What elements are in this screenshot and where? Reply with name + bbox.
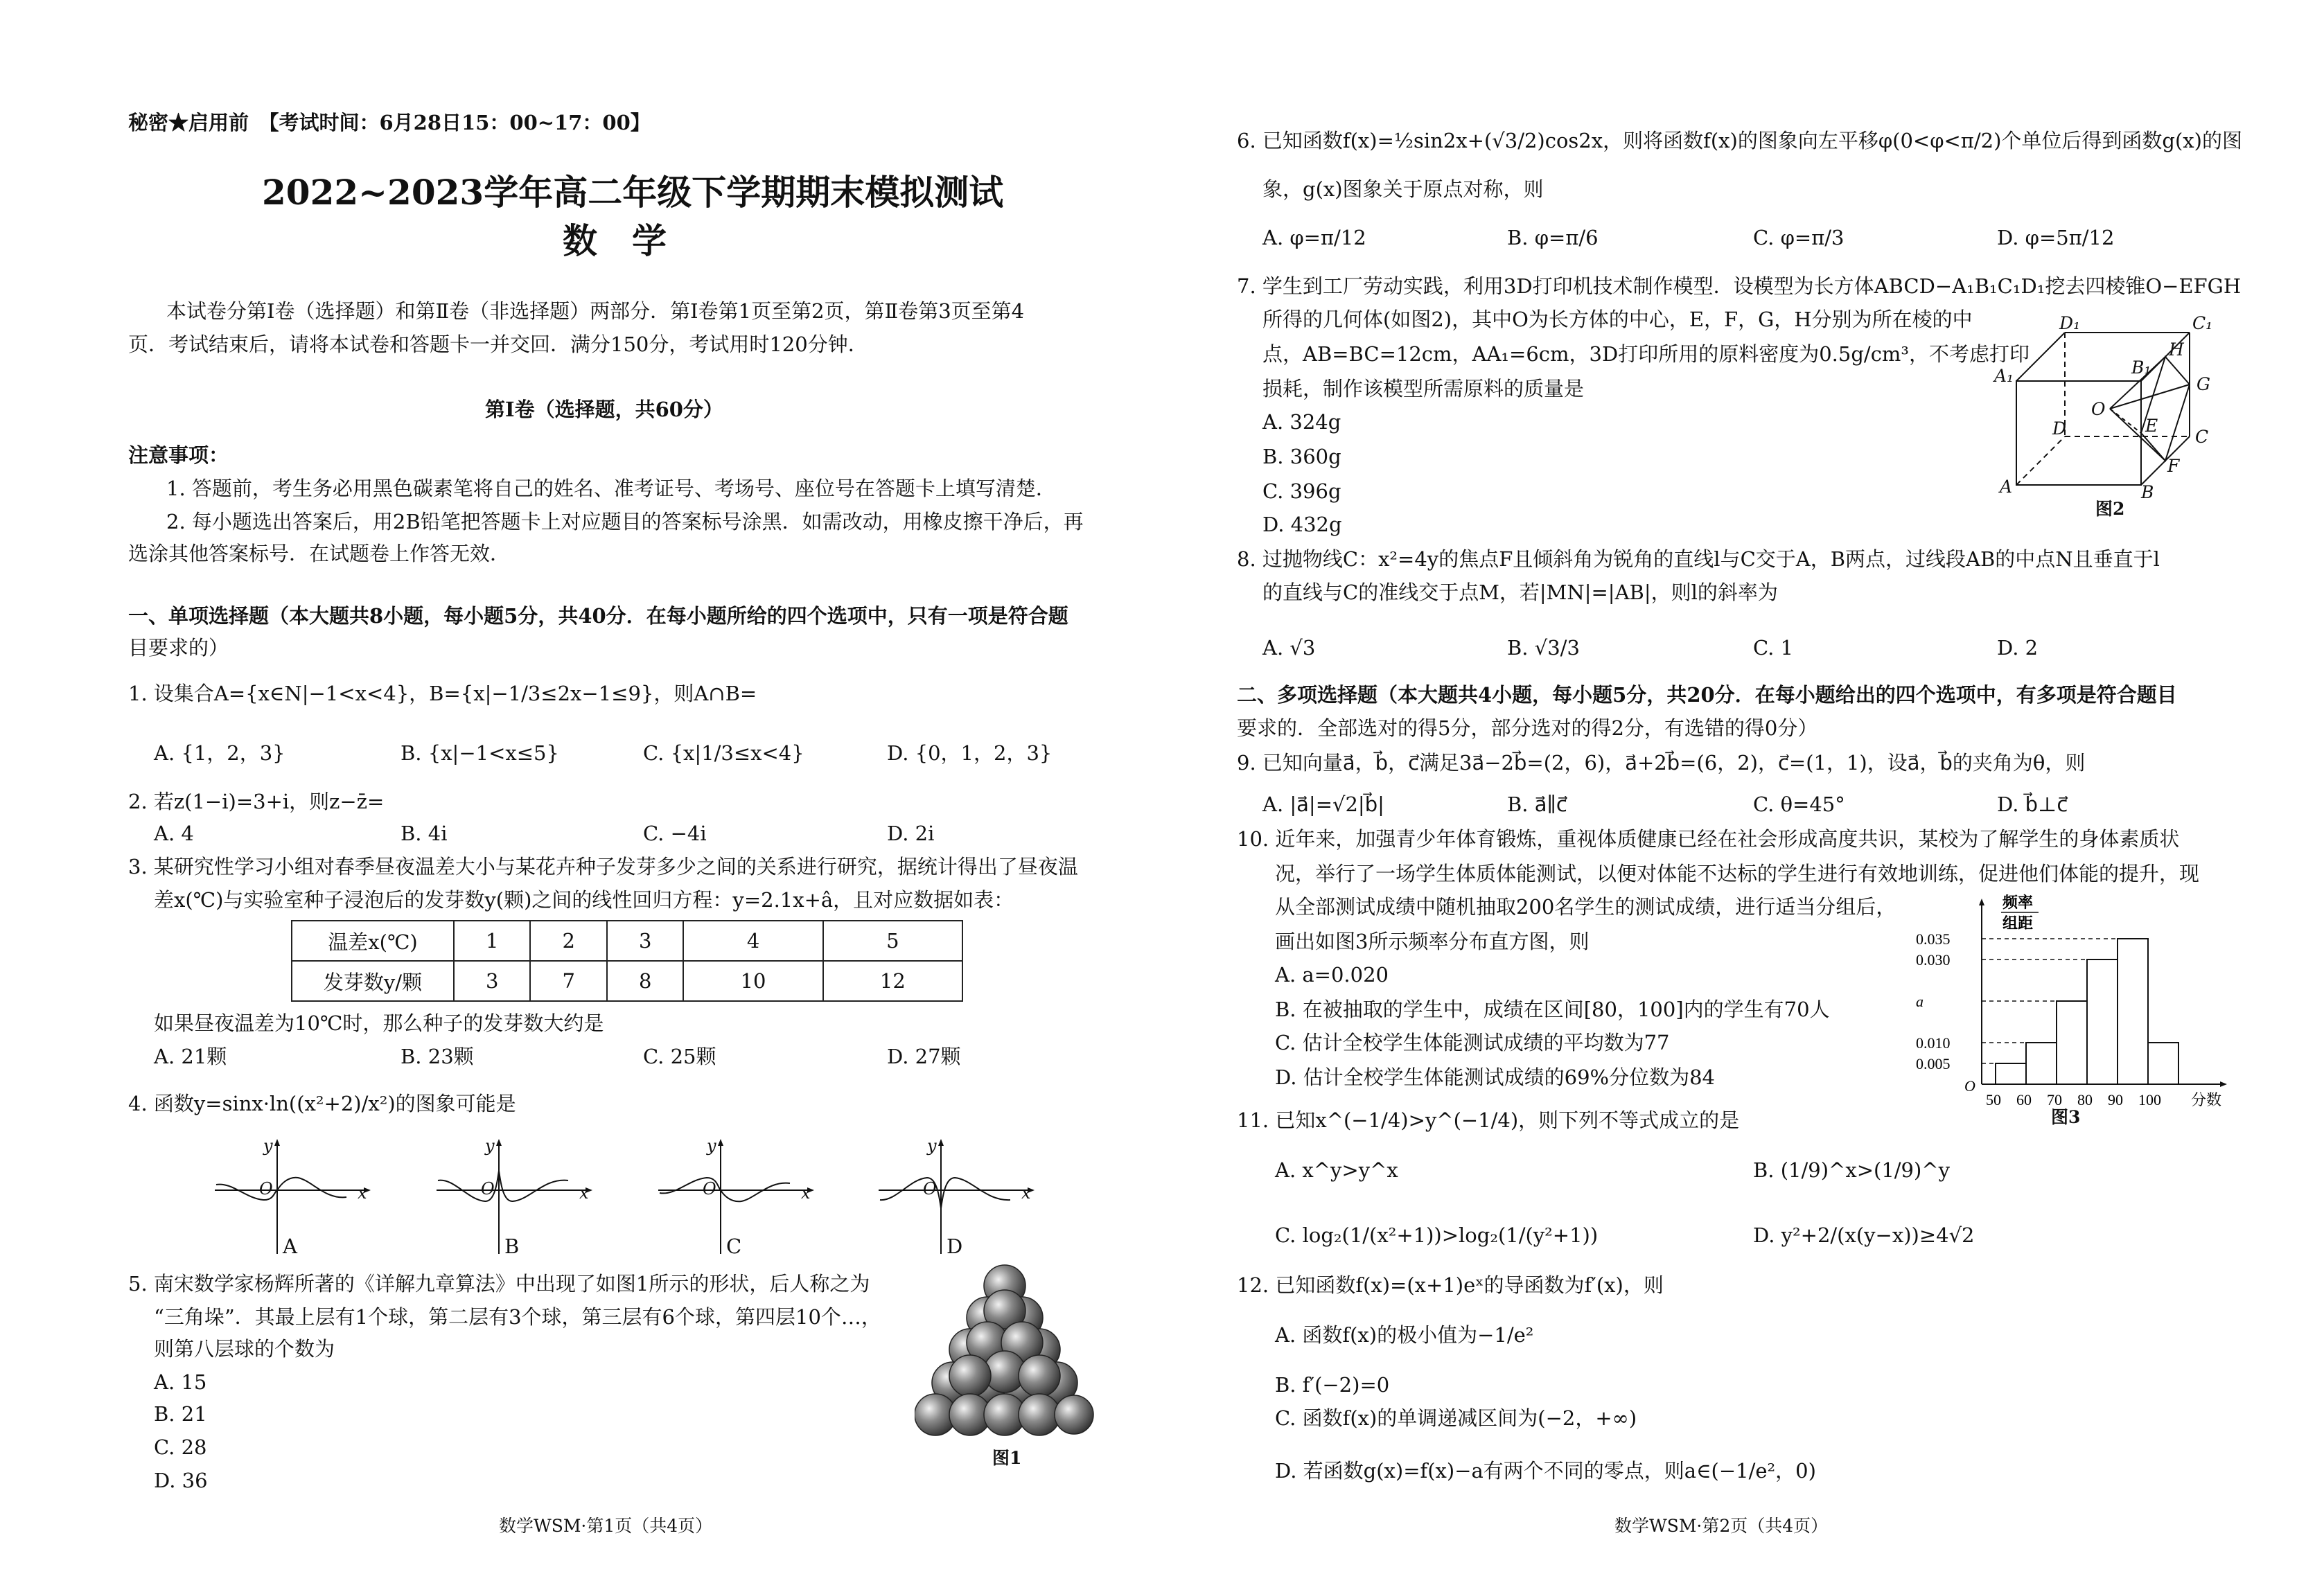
figure-2-caption: 图2 [2095, 499, 2125, 519]
fig2-label-b: B [2141, 482, 2154, 502]
subject-title: 数 学 [563, 220, 667, 261]
question-3a: 3. 某研究性学习小组对春季昼夜温差大小与某花卉种子发芽多少之间的关系进行研究，据统计得出了昼夜温 [128, 855, 1078, 878]
footer-right: 数学WSM·第2页（共4页） [1614, 1516, 1829, 1536]
q4a-x: x [358, 1183, 367, 1203]
question-2: 2. 若z(1−i)=3+i，则z−z̄= [128, 790, 385, 813]
question-3c: 如果昼夜温差为10℃时，那么种子的发芽数大约是 [154, 1011, 604, 1035]
q10-option-c: C. 估计全校学生体能测试成绩的平均数为77 [1275, 1031, 1670, 1054]
q11-option-b: B. (1/9)^x>(1/9)^y [1753, 1158, 1950, 1182]
q9-option-c: C. θ=45° [1753, 793, 1845, 816]
y-axis-arrow [1979, 899, 1984, 905]
q7-option-d: D. 432g [1262, 513, 1342, 536]
figure-3-caption: 图3 [2051, 1107, 2081, 1127]
q12-option-a: A. 函数f(x)的极小值为−1/e² [1275, 1323, 1534, 1347]
q5-option-a: A. 15 [154, 1370, 207, 1394]
figure-1-balls [915, 1261, 1095, 1448]
q4-label-a: A [283, 1235, 297, 1258]
fig2-label-c1: C₁ [2192, 313, 2213, 333]
q1-option-c: C. {x|1/3≤x<4} [643, 741, 804, 765]
fig2-label-b1: B₁ [2131, 357, 2151, 378]
table-cell: 12 [823, 961, 962, 1001]
q6-option-c: C. φ=π/3 [1753, 226, 1845, 249]
q11-option-d: D. y²+2/(x(y−x))≥4√2 [1753, 1223, 1975, 1247]
question-10b: 况，举行了一场学生体质体能测试，以便对体能不达标的学生进行有效地训练，促进他们体能的提升，现 [1275, 862, 2200, 885]
q9-option-d: D. b⃗⊥c⃗ [1997, 793, 2068, 816]
x-tick-label: 80 [2077, 1091, 2093, 1108]
fig2-label-d1: D₁ [2059, 313, 2081, 333]
fig2-label-e: E [2145, 416, 2158, 436]
q11-option-a: A. x^y>y^x [1275, 1158, 1398, 1182]
question-4: 4. 函数y=sinx·ln((x²+2)/x²)的图象可能是 [128, 1092, 516, 1115]
x-tick-label: 60 [2016, 1091, 2032, 1108]
table-row [292, 921, 962, 961]
table-cell: 4 [683, 921, 822, 961]
q3-option-a: A. 21颗 [154, 1045, 227, 1068]
x-tick-label: 90 [2108, 1091, 2123, 1108]
q4c-o: O [703, 1179, 716, 1199]
table-cell: 3 [607, 921, 683, 961]
table-cell: 温差x(℃) [292, 921, 454, 961]
question-8a: 8. 过抛物线C：x²=4y的焦点F且倾斜角为锐角的直线l与C交于A，B两点，过线段AB的中点N且垂直于l [1237, 547, 2160, 571]
q2-option-c: C. −4i [643, 822, 707, 845]
q4c-y: y [707, 1136, 716, 1156]
q10-option-b: B. 在被抽取的学生中，成绩在区间[80，100]内的学生有70人 [1275, 998, 1830, 1021]
q4b-x: x [579, 1183, 589, 1203]
q4d-x: x [1021, 1183, 1031, 1203]
secret-line: 秘密★启用前 【考试时间：6月28日15：00~17：00】 [128, 111, 651, 134]
question-5b: “三角垛”．其最上层有1个球，第二层有3个球，第三层有6个球，第四层10个…， [154, 1305, 881, 1329]
question-10d: 画出如图3所示频率分布直方图，则 [1275, 930, 1590, 953]
x-axis-label: 分数 [2191, 1092, 2222, 1109]
q12-option-c: C. 函数f(x)的单调递减区间为(−2，+∞) [1275, 1406, 1637, 1430]
section2-heading-b: 要求的．全部选对的得5分，部分选对的得2分，有选错的得0分） [1237, 716, 1818, 740]
fig2-label-a: A [2000, 477, 2013, 497]
question-6b: 象，g(x)图象关于原点对称，则 [1262, 177, 1544, 201]
q4-label-c: C [726, 1235, 742, 1258]
question-7d: 损耗，制作该模型所需原料的质量是 [1262, 377, 1585, 400]
q6-option-a: A. φ=π/12 [1262, 226, 1366, 249]
histogram-bar [2057, 1001, 2087, 1084]
table-cell: 10 [683, 961, 822, 1001]
x-axis-arrow [2220, 1081, 2227, 1087]
q2-option-b: B. 4i [400, 822, 448, 845]
y-tick-label: 0.035 [1916, 930, 1951, 948]
q6-option-d: D. φ=5π/12 [1997, 226, 2115, 249]
question-3b: 差x(℃)与实验室种子浸泡后的发芽数y(颗)之间的线性回归方程：y=2.1x+â，且对应数据如表： [154, 888, 1014, 912]
question-7b: 所得的几何体(如图2)，其中O为长方体的中心，E，F，G，H分别为所在棱的中 [1262, 308, 1973, 331]
part1-heading: 第Ⅰ卷（选择题，共60分） [485, 398, 723, 421]
q4d-o: O [923, 1179, 937, 1199]
q8-option-d: D. 2 [1997, 636, 2039, 660]
notice-2b: 选涂其他答案标号．在试题卷上作答无效． [128, 542, 511, 565]
q1-option-a: A. {1，2，3} [154, 741, 285, 765]
q4b-o: O [481, 1179, 495, 1199]
q4-label-d: D [947, 1235, 963, 1258]
question-7a: 7. 学生到工厂劳动实践，利用3D打印机技术制作模型．设模型为长方体ABCD−A₁B₁C₁D₁挖去四棱锥O−EFGH [1237, 274, 2242, 298]
section1-text: 一、单项选择题（本大题共8小题，每小题5分，共40分．在每小题所给的四个选项中，只有一项是符合题 [128, 604, 1068, 628]
section2-text: 二、多项选择题（本大题共4小题，每小题5分，共20分．在每小题给出的四个选项中，有多项是符合题目 [1237, 683, 2177, 707]
fig2-label-d: D [2052, 418, 2067, 439]
figure-1-caption: 图1 [992, 1448, 1022, 1468]
q8-option-b: B. √3/3 [1507, 636, 1580, 660]
q1-option-b: B. {x|−1<x≤5} [400, 741, 559, 765]
fig2-label-h: H [2169, 339, 2184, 360]
q2-option-d: D. 2i [887, 822, 935, 845]
table-cell: 3 [454, 961, 530, 1001]
q8-option-c: C. 1 [1753, 636, 1794, 660]
intro-line-2: 页．考试结束后，请将本试卷和答题卡一并交回．满分150分，考试用时120分钟． [128, 333, 868, 356]
q1-option-d: D. {0，1，2，3} [887, 741, 1053, 765]
q10-option-a: A. a=0.020 [1275, 963, 1389, 987]
y-label-top: 频率 [2002, 894, 2034, 912]
y-tick-label: 0.030 [1916, 951, 1951, 969]
y-tick-label: 0.005 [1916, 1055, 1951, 1072]
q6-option-b: B. φ=π/6 [1507, 226, 1599, 249]
exam-title: 2022~2023学年高二年级下学期期末模拟测试 [262, 172, 1004, 213]
histogram-bar [2118, 939, 2148, 1084]
histogram-bar [2026, 1043, 2057, 1084]
fig2-label-f: F [2167, 456, 2180, 476]
q3-option-b: B. 23颗 [400, 1045, 474, 1068]
q5-option-c: C. 28 [154, 1435, 207, 1459]
table-row [292, 961, 962, 1001]
y-tick-label: a [1916, 993, 1924, 1010]
q12-option-b: B. f′(−2)=0 [1275, 1373, 1390, 1397]
table-cell: 8 [607, 961, 683, 1001]
notice-title: 注意事项： [128, 443, 229, 467]
figure-3-histogram [1912, 890, 2231, 1119]
table-cell: 1 [454, 921, 530, 961]
histogram-bar [2087, 959, 2118, 1084]
intro-line-1: 本试卷分第Ⅰ卷（选择题）和第Ⅱ卷（非选择题）两部分．第Ⅰ卷第1页至第2页，第Ⅱ卷第3页至第4 [166, 299, 1025, 323]
q4b-y: y [485, 1136, 495, 1156]
table-cell: 7 [530, 961, 606, 1001]
notice-1: 1. 答题前，考生务必用黑色碳素笔将自己的姓名、准考证号、考场号、座位号在答题卡上填写清楚． [166, 477, 1056, 500]
table-cell: 2 [530, 921, 606, 961]
x-tick-label: 50 [1986, 1091, 2001, 1108]
q4-label-b: B [504, 1235, 520, 1258]
question-9: 9. 已知向量a⃗，b⃗，c⃗满足3a⃗−2b⃗=(2，6)，a⃗+2b⃗=(6，2)，c⃗=(1，1)，设a⃗，b⃗的夹角为θ，则 [1237, 751, 2086, 775]
origin-label: O [1964, 1077, 1975, 1095]
q3-option-d: D. 27颗 [887, 1045, 961, 1068]
question-6a: 6. 已知函数f(x)=½sin2x+(√3/2)cos2x，则将函数f(x)的图象向左平移φ(0<φ<π/2)个单位后得到函数g(x)的图 [1237, 129, 2242, 152]
y-label-bottom: 组距 [2002, 914, 2034, 932]
q3-option-c: C. 25颗 [643, 1045, 716, 1068]
question-7c: 点，AB=BC=12cm，AA₁=6cm，3D打印所用的原料密度为0.5g/cm³，不考虑打印 [1262, 342, 2030, 366]
q12-option-d: D. 若函数g(x)=f(x)−a有两个不同的零点，则a∈(−1/e²，0) [1275, 1459, 1816, 1483]
section1-heading-b: 目要求的） [128, 636, 229, 660]
section1-heading-a [128, 604, 1068, 628]
q5-option-b: B. 21 [154, 1402, 207, 1426]
question-8b: 的直线与C的准线交于点M，若|MN|=|AB|，则l的斜率为 [1262, 581, 1778, 604]
q9-option-a: A. |a⃗|=√2|b⃗| [1262, 793, 1384, 816]
q9-option-b: B. a⃗∥c⃗ [1507, 793, 1567, 816]
q3-data-table [291, 920, 963, 1002]
question-11: 11. 已知x^(−1/4)>y^(−1/4)，则下列不等式成立的是 [1237, 1108, 1740, 1132]
y-tick-label: 0.010 [1916, 1034, 1951, 1052]
section2-heading-a [1237, 683, 2177, 707]
table-cell: 发芽数y/颗 [292, 961, 454, 1001]
x-tick-label: 70 [2047, 1091, 2062, 1108]
question-5a: 5. 南宋数学家杨辉所著的《详解九章算法》中出现了如图1所示的形状，后人称之为 [128, 1272, 870, 1295]
notice-2a: 2. 每小题选出答案后，用2B铅笔把答题卡上对应题目的答案标号涂黑．如需改动，用橡皮擦干净后，再 [166, 510, 1084, 533]
q10-option-d: D. 估计全校学生体能测试成绩的69%分位数为84 [1275, 1065, 1716, 1089]
q4c-x: x [801, 1183, 811, 1203]
question-10a: 10. 近年来，加强青少年体育锻炼，重视体质健康已经在社会形成高度共识，某校为了解学生的身体素质状 [1237, 827, 2180, 851]
q7-option-b: B. 360g [1262, 445, 1341, 468]
footer-left: 数学WSM·第1页（共4页） [499, 1516, 713, 1536]
q7-option-c: C. 396g [1262, 479, 1341, 503]
q11-option-c: C. log₂(1/(x²+1))>log₂(1/(y²+1)) [1275, 1223, 1599, 1247]
fig2-label-c: C [2195, 427, 2209, 447]
q4d-y: y [927, 1136, 937, 1156]
fig2-label-a1: A₁ [1994, 366, 2014, 386]
fig2-label-g: G [2197, 374, 2210, 394]
histogram-bar [1996, 1063, 2026, 1084]
q5-option-d: D. 36 [154, 1469, 208, 1492]
question-12: 12. 已知函数f(x)=(x+1)eˣ的导函数为f′(x)，则 [1237, 1273, 1664, 1297]
x-tick-label: 100 [2138, 1091, 2161, 1108]
q4a-o: O [259, 1179, 273, 1199]
fig2-label-o: O [2091, 399, 2106, 419]
q4a-y: y [263, 1136, 273, 1156]
histogram-bar [2148, 1043, 2178, 1084]
table-cell: 5 [823, 921, 962, 961]
q8-option-a: A. √3 [1262, 636, 1316, 660]
q2-option-a: A. 4 [154, 822, 194, 845]
q7-option-a: A. 324g [1262, 410, 1341, 434]
question-10c: 从全部测试成绩中随机抽取200名学生的测试成绩，进行适当分组后， [1275, 895, 1896, 919]
question-1: 1. 设集合A={x∈N|−1<x<4}，B={x|−1/3≤2x−1≤9}，则A∩B= [128, 682, 757, 705]
question-5c: 则第八层球的个数为 [154, 1337, 335, 1361]
